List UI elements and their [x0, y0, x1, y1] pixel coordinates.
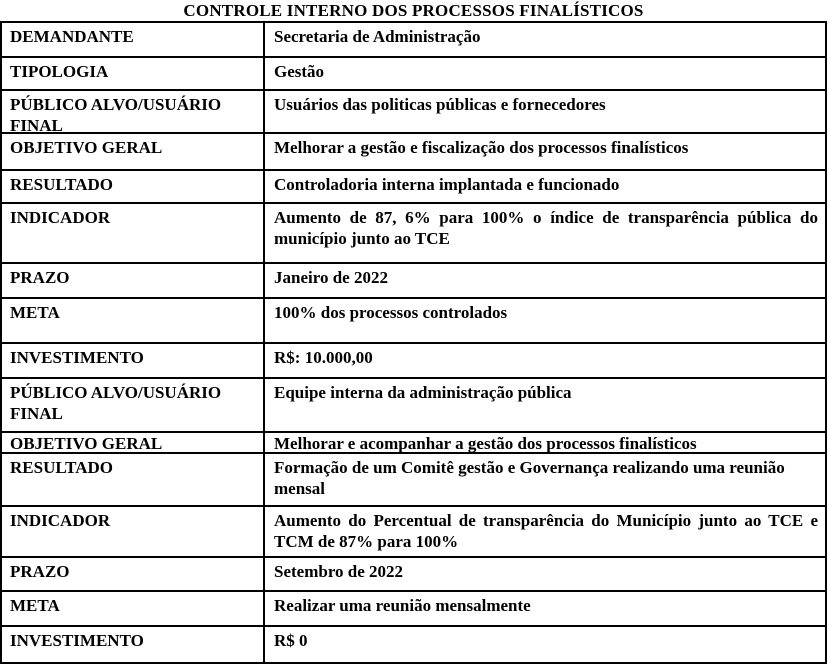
- control-table: [0, 21, 827, 664]
- row-label: TIPOLOGIA: [2, 58, 265, 89]
- table-row: [2, 264, 825, 299]
- row-label: INVESTIMENTO: [2, 627, 265, 662]
- row-value: Aumento de 87, 6% para 100% o índice de transparência pública do município junto ao TCE: [274, 208, 818, 248]
- table-row: [2, 507, 825, 558]
- table-row: [2, 171, 825, 204]
- row-value: Melhorar e acompanhar a gestão dos processos finalísticos: [274, 434, 697, 452]
- row-value: Aumento do Percentual de transparência do Município junto ao TCE e TCM de 87% para 100%: [274, 511, 818, 551]
- row-value: Equipe interna da administração pública: [274, 383, 572, 402]
- row-label: INDICADOR: [2, 204, 265, 262]
- table-row: [2, 58, 825, 91]
- row-value: Realizar uma reunião mensalmente: [274, 596, 531, 615]
- row-label: OBJETIVO GERAL: [2, 134, 265, 169]
- document-title: CONTROLE INTERNO DOS PROCESSOS FINALÍSTICOS: [183, 1, 644, 20]
- row-value: 100% dos processos controlados: [274, 303, 508, 322]
- row-value: Formação de um Comitê gestão e Governança realizando uma reunião mensal: [274, 458, 785, 498]
- table-row: [2, 299, 825, 344]
- table-row: [2, 433, 825, 454]
- row-label: META: [2, 592, 265, 625]
- row-label: OBJETIVO GERAL: [2, 433, 265, 452]
- row-value: Secretaria de Administração: [274, 27, 481, 46]
- table-row: [2, 558, 825, 592]
- row-label: INVESTIMENTO: [2, 344, 265, 377]
- table-row: [2, 379, 825, 433]
- row-label: PRAZO: [2, 558, 265, 590]
- table-row: [2, 23, 825, 58]
- row-label: META: [2, 299, 265, 342]
- table-row: [2, 91, 825, 134]
- row-value: Gestão: [274, 62, 325, 81]
- row-value: Usuários das politicas públicas e fornecedores: [274, 95, 606, 114]
- row-label: PRAZO: [2, 264, 265, 297]
- row-label: RESULTADO: [2, 454, 265, 505]
- table-row: [2, 627, 825, 662]
- row-value: Melhorar a gestão e fiscalização dos processos finalísticos: [274, 138, 689, 157]
- row-value: R$: 10.000,00: [274, 348, 373, 367]
- row-value: R$ 0: [274, 631, 308, 650]
- row-value: Setembro de 2022: [274, 562, 404, 581]
- row-label: PÚBLICO ALVO/USUÁRIO FINAL: [2, 91, 265, 132]
- row-label: RESULTADO: [2, 171, 265, 202]
- row-label: DEMANDANTE: [2, 23, 265, 56]
- table-row: [2, 454, 825, 507]
- table-row: [2, 134, 825, 171]
- table-row: [2, 592, 825, 627]
- row-label: INDICADOR: [2, 507, 265, 556]
- row-value: Janeiro de 2022: [274, 268, 388, 287]
- table-row: [2, 344, 825, 379]
- row-value: Controladoria interna implantada e funcionado: [274, 175, 620, 194]
- table-row: [2, 204, 825, 264]
- row-label: PÚBLICO ALVO/USUÁRIO FINAL: [2, 379, 265, 431]
